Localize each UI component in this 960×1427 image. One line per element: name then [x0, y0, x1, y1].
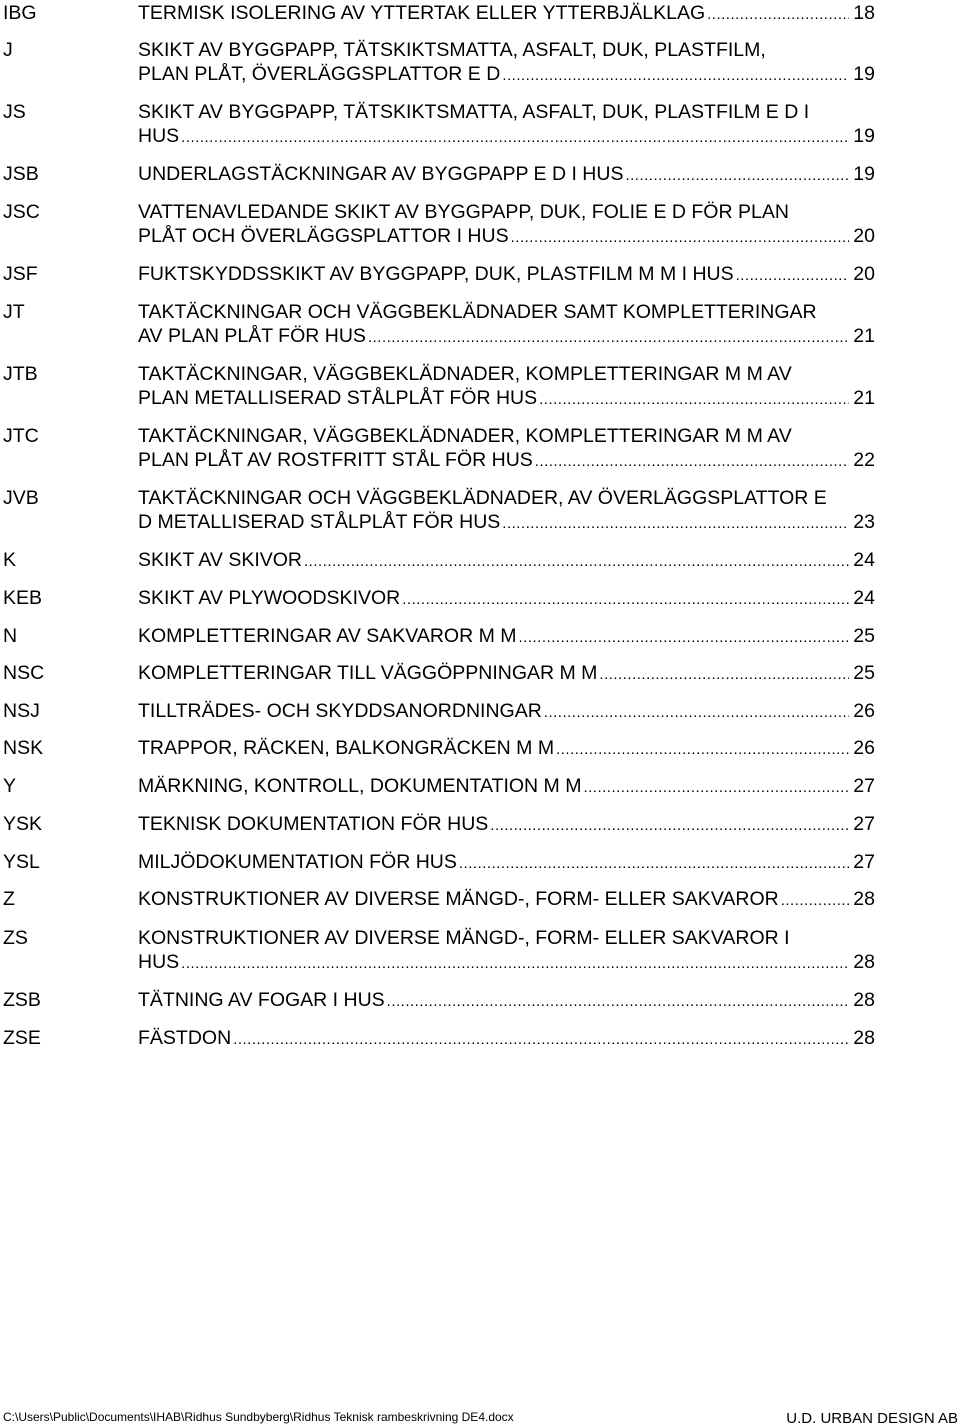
toc-page-number: 26 [853, 700, 875, 722]
toc-page-number: 20 [853, 225, 875, 247]
toc-entry[interactable] [3, 300, 875, 350]
toc-title: HUS [138, 125, 180, 147]
dot-leader [502, 512, 849, 536]
toc-entry[interactable] [3, 926, 875, 976]
dot-leader [599, 663, 849, 687]
dot-leader [556, 738, 849, 762]
toc-entry[interactable] [3, 1, 875, 27]
toc-page-number: 28 [853, 951, 875, 973]
dot-leader [387, 990, 850, 1014]
toc-entry[interactable] [3, 887, 875, 913]
toc-page-number: 27 [853, 775, 875, 797]
toc-entry[interactable] [3, 774, 875, 800]
toc-page-number: 24 [853, 587, 875, 609]
toc-title: KOMPLETTERINGAR TILL VÄGGÖPPNINGAR M M [138, 662, 598, 684]
toc-code: YSK [3, 813, 43, 835]
toc-title: MILJÖDOKUMENTATION FÖR HUS [138, 851, 457, 873]
toc-title: PLAN METALLISERAD STÅLPLÅT FÖR HUS [138, 387, 538, 409]
toc-code: KEB [3, 587, 43, 609]
toc-code: JSB [3, 163, 39, 185]
toc-entry[interactable] [3, 200, 875, 250]
toc-code: NSC [3, 662, 45, 684]
toc-page-number: 27 [853, 851, 875, 873]
toc-title-line: TAKTÄCKNINGAR, VÄGGBEKLÄDNADER, KOMPLETTERINGAR M M AV [138, 363, 792, 385]
toc-title: PLAN PLÅT, ÖVERLÄGGSPLATTOR E D [138, 63, 501, 85]
toc-code: ZSB [3, 989, 41, 1011]
toc-entry[interactable] [3, 624, 875, 650]
toc-page-number: 19 [853, 63, 875, 85]
toc-code: JVB [3, 487, 39, 509]
toc-entry[interactable] [3, 38, 875, 88]
toc-page-number: 25 [853, 662, 875, 684]
toc-page-number: 18 [853, 2, 875, 24]
toc-title-line: TAKTÄCKNINGAR OCH VÄGGBEKLÄDNADER, AV ÖVERLÄGGSPLATTOR E [138, 487, 827, 509]
toc-entry[interactable] [3, 586, 875, 612]
toc-entry[interactable] [3, 548, 875, 574]
dot-leader [511, 226, 850, 250]
toc-code: JTC [3, 425, 39, 447]
toc-entry[interactable] [3, 699, 875, 725]
dot-leader [625, 164, 849, 188]
footer-company-name: U.D. URBAN DESIGN AB [786, 1410, 958, 1427]
toc-page-number: 22 [853, 449, 875, 471]
toc-entry[interactable] [3, 486, 875, 536]
toc-page-number: 19 [853, 125, 875, 147]
toc-title-line: TAKTÄCKNINGAR, VÄGGBEKLÄDNADER, KOMPLETTERINGAR M M AV [138, 425, 792, 447]
dot-leader [304, 550, 849, 574]
toc-title: TEKNISK DOKUMENTATION FÖR HUS [138, 813, 489, 835]
toc-entry[interactable] [3, 812, 875, 838]
dot-leader [781, 889, 850, 913]
toc-title: TILLTRÄDES- OCH SKYDDSANORDNINGAR [138, 700, 542, 722]
toc-title: FÄSTDON [138, 1027, 232, 1049]
dot-leader [519, 626, 850, 650]
toc-entry[interactable] [3, 262, 875, 288]
toc-code: JT [3, 301, 25, 323]
toc-entry[interactable] [3, 100, 875, 150]
toc-title: KONSTRUKTIONER AV DIVERSE MÄNGD-, FORM- ELLER SAKVAROR [138, 888, 779, 910]
toc-page-number: 21 [853, 387, 875, 409]
dot-leader [181, 126, 849, 150]
toc-code: JTB [3, 363, 38, 385]
toc-entry[interactable] [3, 1026, 875, 1052]
toc-entry[interactable] [3, 661, 875, 687]
toc-title: SKIKT AV PLYWOODSKIVOR [138, 587, 401, 609]
toc-title-line: SKIKT AV BYGGPAPP, TÄTSKIKTSMATTA, ASFALT, DUK, PLASTFILM, [138, 39, 766, 61]
toc-entry[interactable] [3, 424, 875, 474]
toc-page-number: 20 [853, 263, 875, 285]
toc-code: IBG [3, 2, 37, 24]
dot-leader [502, 64, 849, 88]
toc-page-number: 25 [853, 625, 875, 647]
dot-leader [233, 1028, 849, 1052]
toc-title-line: KONSTRUKTIONER AV DIVERSE MÄNGD-, FORM- ELLER SAKVAROR I [138, 927, 790, 949]
toc-title-line: VATTENAVLEDANDE SKIKT AV BYGGPAPP, DUK, FOLIE E D FÖR PLAN [138, 201, 789, 223]
toc-page-number: 19 [853, 163, 875, 185]
dot-leader [459, 852, 849, 876]
toc-title: PLÅT OCH ÖVERLÄGGSPLATTOR I HUS [138, 225, 509, 247]
dot-leader [736, 264, 850, 288]
dot-leader [490, 814, 849, 838]
toc-page-number: 28 [853, 888, 875, 910]
toc-code: NSK [3, 737, 44, 759]
dot-leader [535, 450, 850, 474]
toc-page-number: 26 [853, 737, 875, 759]
toc-code: ZSE [3, 1027, 41, 1049]
toc-title: TERMISK ISOLERING AV YTTERTAK ELLER YTTERBJÄLKLAG [138, 2, 706, 24]
toc-code: NSJ [3, 700, 40, 722]
dot-leader [402, 588, 849, 612]
toc-title: HUS [138, 951, 180, 973]
toc-code: JSC [3, 201, 40, 223]
toc-title: TRAPPOR, RÄCKEN, BALKONGRÄCKEN M M [138, 737, 555, 759]
toc-title: PLAN PLÅT AV ROSTFRITT STÅL FÖR HUS [138, 449, 533, 471]
toc-code: Z [3, 888, 15, 910]
dot-leader [539, 388, 849, 412]
toc-title: UNDERLAGSTÄCKNINGAR AV BYGGPAPP E D I HUS [138, 163, 624, 185]
toc-page-number: 28 [853, 1027, 875, 1049]
toc-entry[interactable] [3, 988, 875, 1014]
toc-title: TÄTNING AV FOGAR I HUS [138, 989, 385, 1011]
toc-code: J [3, 39, 13, 61]
toc-title: MÄRKNING, KONTROLL, DOKUMENTATION M M [138, 775, 582, 797]
toc-entry[interactable] [3, 162, 875, 188]
dot-leader [583, 776, 849, 800]
toc-title: D METALLISERAD STÅLPLÅT FÖR HUS [138, 511, 501, 533]
toc-page-number: 23 [853, 511, 875, 533]
toc-page-number: 28 [853, 989, 875, 1011]
toc-code: JSF [3, 263, 38, 285]
toc-code: YSL [3, 851, 40, 873]
toc-page-number: 21 [853, 325, 875, 347]
toc-entry[interactable] [3, 362, 875, 412]
dot-leader [368, 326, 849, 350]
toc-title: SKIKT AV SKIVOR [138, 549, 303, 571]
toc-code: JS [3, 101, 26, 123]
toc-page-number: 27 [853, 813, 875, 835]
footer-file-path: C:\Users\Public\Documents\IHAB\Ridhus Sundbyberg\Ridhus Teknisk rambeskrivning DE4.docx [3, 1410, 514, 1424]
toc-title: AV PLAN PLÅT FÖR HUS [138, 325, 366, 347]
toc-entry[interactable] [3, 736, 875, 762]
dot-leader [544, 701, 850, 725]
toc-page-number: 24 [853, 549, 875, 571]
toc-entry[interactable] [3, 850, 875, 876]
dot-leader [181, 952, 849, 976]
dot-leader [707, 3, 849, 27]
toc-title: FUKTSKYDDSSKIKT AV BYGGPAPP, DUK, PLASTFILM M M I HUS [138, 263, 734, 285]
toc-code: ZS [3, 927, 28, 949]
toc-title: KOMPLETTERINGAR AV SAKVAROR M M [138, 625, 517, 647]
page-footer [3, 1409, 958, 1425]
toc-code: K [3, 549, 17, 571]
toc-title-line: TAKTÄCKNINGAR OCH VÄGGBEKLÄDNADER SAMT KOMPLETTERINGAR [138, 301, 817, 323]
toc-code: Y [3, 775, 17, 797]
toc-code: N [3, 625, 18, 647]
toc-title-line: SKIKT AV BYGGPAPP, TÄTSKIKTSMATTA, ASFALT, DUK, PLASTFILM E D I [138, 101, 810, 123]
